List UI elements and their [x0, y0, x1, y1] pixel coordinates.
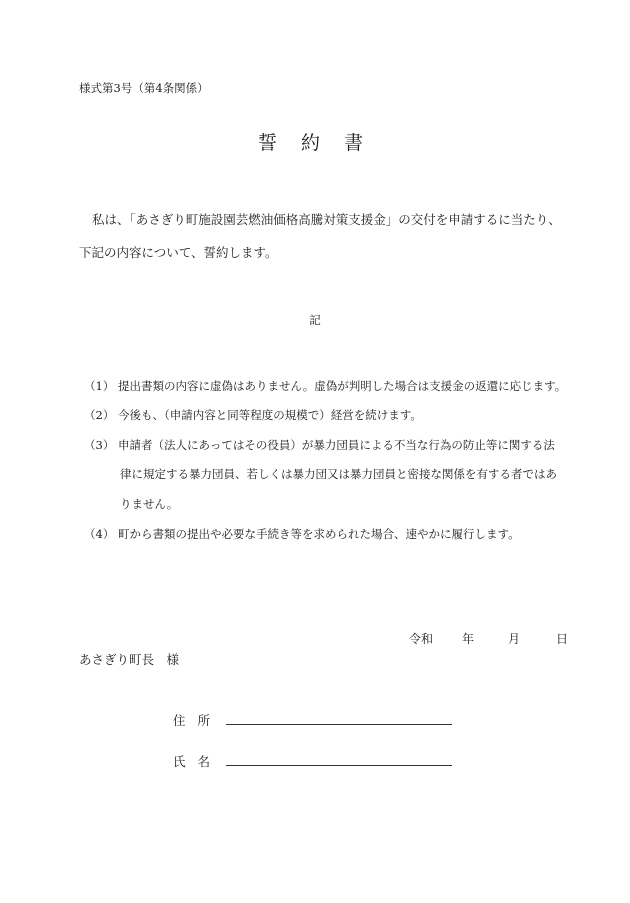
item-number: （4） — [84, 527, 115, 541]
item-number: （1） — [84, 379, 115, 393]
address-label: 住 所 — [173, 713, 214, 728]
item-text: 提出書類の内容に虚偽はありません。虚偽が判明した場合は支援金の返還に応じます。 — [118, 379, 567, 393]
pledge-intro: 私は、「あさぎり町施設園芸燃油価格高騰対策支援金」の交付を申請するに当たり、下記の内容について、誓約します。 — [79, 212, 561, 260]
pledge-item-3 — [84, 437, 555, 453]
address-field[interactable] — [226, 724, 452, 725]
item-number: （3） — [84, 438, 115, 452]
form-number: 様式第3号（第4条関係） — [79, 81, 209, 95]
item-number: （2） — [84, 408, 115, 422]
document-title: 誓 約 書 — [257, 132, 373, 154]
addressee: あさぎり町長 様 — [79, 652, 180, 667]
item-text: 町から書類の提出や必要な手続き等を求められた場合、速やかに履行します。 — [118, 527, 520, 541]
pledge-item-4 — [84, 526, 520, 542]
date-year: 年 — [462, 632, 475, 646]
name-label: 氏 名 — [173, 754, 214, 769]
pledge-item-2 — [84, 407, 422, 423]
pledge-item-3-line-2: 律に規定する暴力団員、若しくは暴力団又は暴力団員と密接な関係を有する者ではあ — [120, 467, 557, 481]
name-field[interactable] — [226, 765, 452, 766]
date-era: 令和 — [409, 632, 434, 646]
item-text: 今後も、（申請内容と同等程度の規模で）経営を続けます。 — [118, 408, 422, 422]
date-month: 月 — [508, 632, 521, 646]
item-text: 申請者（法人にあってはその役員）が暴力団員による不当な行為の防止等に関する法 — [118, 438, 555, 452]
ki-heading: 記 — [309, 313, 321, 327]
date-day: 日 — [556, 632, 569, 646]
pledge-item-1 — [84, 378, 566, 394]
pledge-item-3-line-3: りません。 — [120, 497, 179, 511]
